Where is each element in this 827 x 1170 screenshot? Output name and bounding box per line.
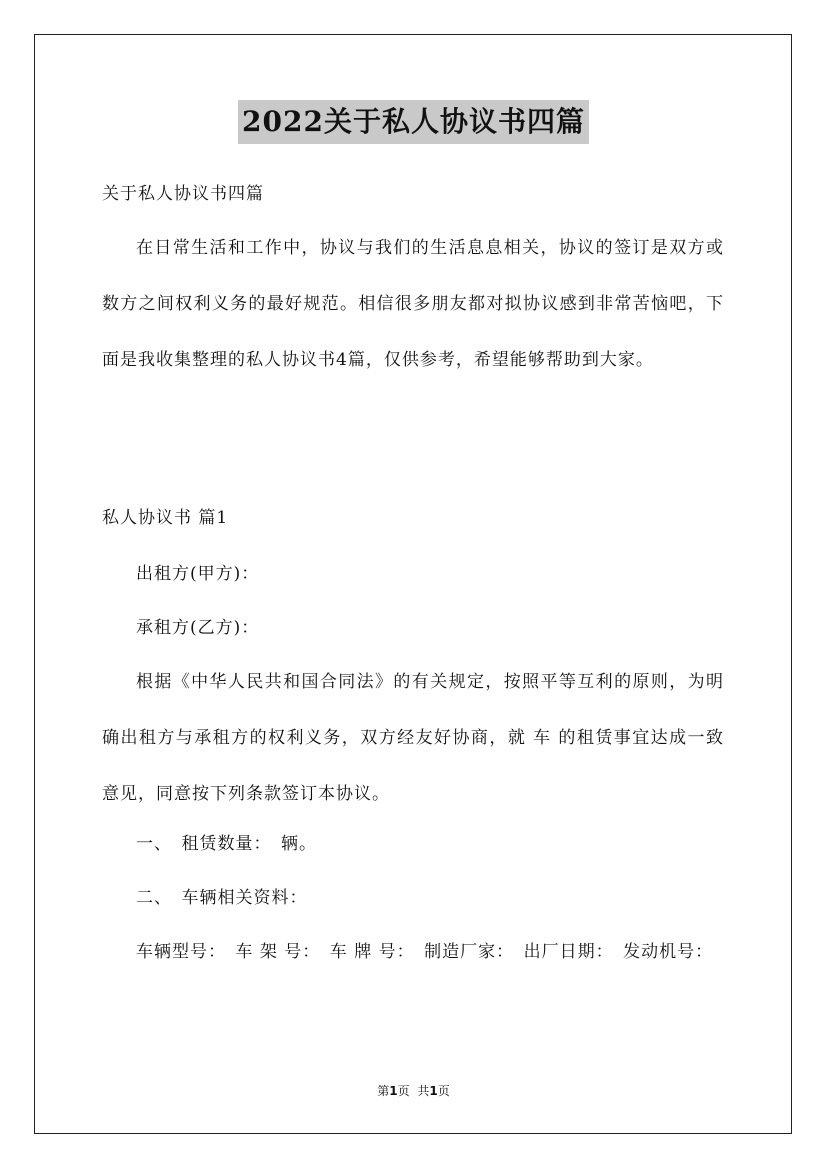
subtitle: 关于私人协议书四篇: [102, 184, 264, 204]
total-unit: 页: [437, 1084, 450, 1098]
page-number: 1: [389, 1084, 398, 1098]
total-pages: 1: [429, 1084, 438, 1098]
document-title: 2022关于私人协议书四篇: [238, 100, 589, 144]
page-label: 第: [377, 1084, 390, 1098]
page-unit: 页: [397, 1084, 410, 1098]
section-heading: 私人协议书 篇1: [102, 508, 229, 528]
total-label: 共: [417, 1084, 430, 1098]
agreement-paragraph: 根据《中华人民共和国合同法》的有关规定，按照平等互利的原则，为明确出租方与承租方的权利义务，双方经友好协商，就 车 的租赁事宜达成一致意见，同意按下列条款签订本协议。: [102, 672, 724, 804]
page-footer: [0, 1082, 827, 1099]
item-vehicle-info: 二、 车辆相关资料：: [136, 888, 308, 908]
intro-paragraph: 在日常生活和工作中，协议与我们的生活息息相关，协议的签订是双方或数方之间权利义务的最好规范。相信很多朋友都对拟协议感到非常苦恼吧，下面是我收集整理的私人协议书4篇，仅供参考，希望能够帮助到大家。: [102, 238, 724, 370]
title-container: [0, 100, 827, 144]
item-quantity: 一、 租赁数量： 辆。: [136, 834, 317, 854]
lessor-line: 出租方(甲方)：: [136, 564, 260, 584]
lessee-line: 承租方(乙方)：: [136, 618, 260, 638]
vehicle-details: 车辆型号： 车 架 号： 车 牌 号： 制造厂家： 出厂日期： 发动机号：: [136, 942, 714, 962]
